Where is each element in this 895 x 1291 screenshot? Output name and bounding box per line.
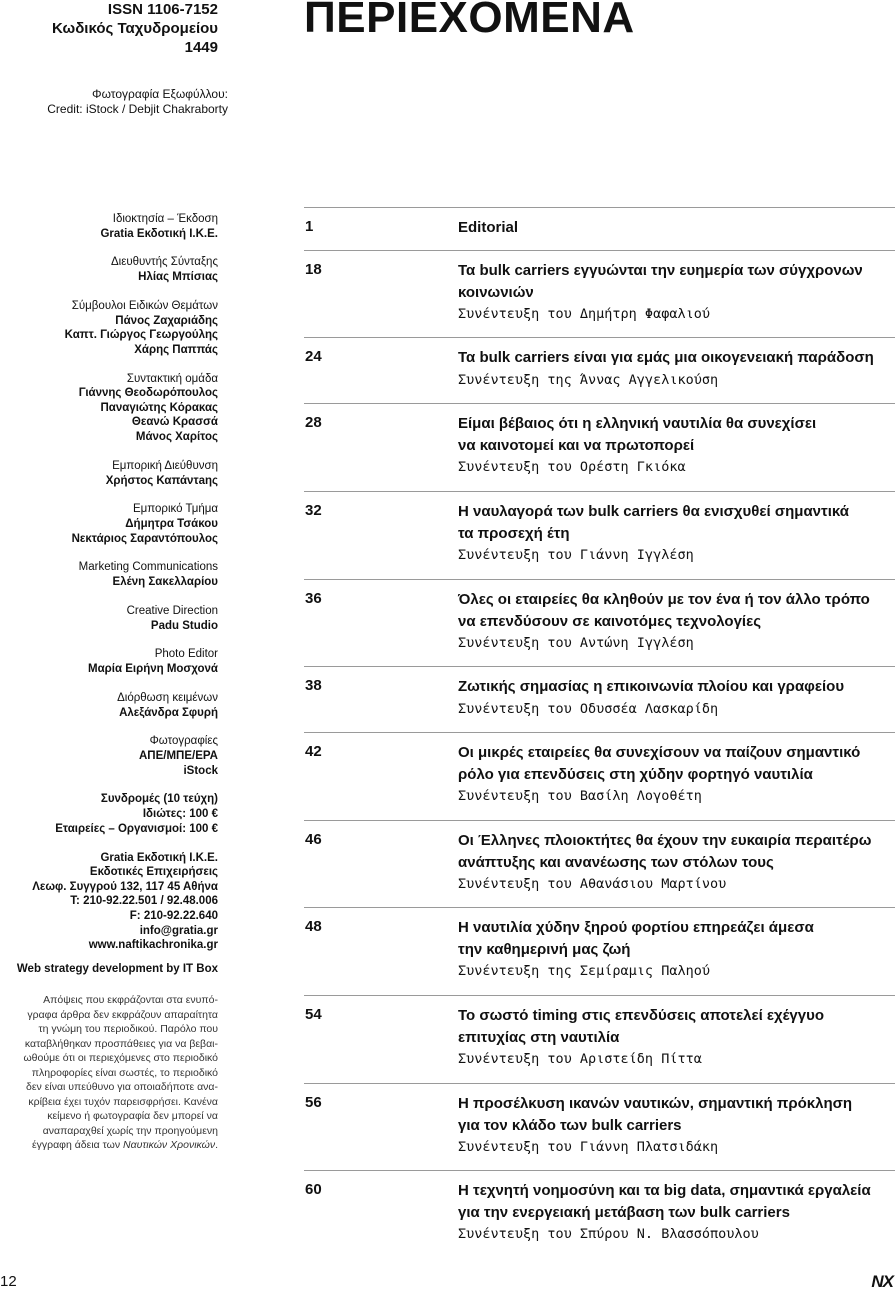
- toc-subtitle: Συνέντευξη του Αθανάσιου Μαρτίνου: [458, 876, 727, 892]
- disclaimer-line: κείμενο ή φωτογραφία δεν μπορεί να: [47, 1110, 218, 1122]
- masthead-label: Σύμβουλοι Ειδικών Θεμάτων: [71, 299, 218, 312]
- masthead-group: [0, 691, 218, 720]
- toc-entry[interactable]: [304, 732, 895, 820]
- toc-entry[interactable]: [304, 995, 895, 1083]
- masthead-value: Θεανώ Κρασσά: [131, 416, 218, 429]
- toc-title-line: Όλες οι εταιρείες θα κληθούν με τον ένα ή τον άλλο τρόπο: [458, 591, 870, 608]
- masthead-value: info@gratia.gr: [139, 924, 218, 937]
- toc-title-line: επιτυχίας στη ναυτιλία: [458, 1028, 620, 1046]
- toc-entry-body: [458, 404, 895, 478]
- toc-title-line: ρόλο για επενδύσεις στη χύδην φορτηγό ναυτιλία: [458, 765, 813, 783]
- masthead-value: Μαρία Ειρήνη Μοσχονά: [87, 663, 218, 676]
- masthead-group: [0, 560, 218, 589]
- toc-title: [458, 589, 895, 632]
- disclaimer: [0, 993, 218, 1153]
- masthead-group: [0, 502, 218, 546]
- postal-code-value: 1449: [184, 39, 218, 56]
- toc-title-line: για την ενεργειακή μετάβαση των bulk carriers: [458, 1203, 790, 1221]
- table-of-contents: [304, 207, 895, 1258]
- toc-subtitle: Συνέντευξη του Δημήτρη Φαφαλιού: [458, 306, 710, 322]
- toc-title: [458, 260, 895, 303]
- toc-entry[interactable]: [304, 1083, 895, 1170]
- masthead-value: Gratia Εκδοτική Ι.Κ.Ε.: [100, 851, 218, 864]
- cover-credit: [0, 87, 228, 117]
- toc-subtitle: Συνέντευξη του Γιάννη Ιγγλέση: [458, 547, 694, 563]
- toc-entry-body: [458, 492, 895, 566]
- disclaimer-text: .: [215, 1139, 218, 1151]
- toc-title-line: Η ναυτιλία χύδην ξηρού φορτίου επηρεάζει άμεσα: [458, 919, 814, 936]
- page-title: ΠΕΡΙΕΧΟΜΕΝΑ: [304, 0, 635, 42]
- masthead-value: Συνδρομές (10 τεύχη): [100, 793, 218, 806]
- toc-title: [458, 676, 895, 698]
- toc-entry[interactable]: [304, 337, 895, 403]
- disclaimer-line: καταβλήθηκαν προσπάθειες για να βεβαι-: [24, 1037, 218, 1050]
- toc-entry-body: [458, 821, 895, 895]
- toc-title: [458, 1180, 895, 1223]
- toc-title-line: Οι Έλληνες πλοιοκτήτες θα έχουν την ευκαιρία περαιτέρω: [458, 832, 872, 849]
- toc-title-line: να επενδύσουν σε καινοτόμες τεχνολογίες: [458, 612, 762, 630]
- toc-page-number: 1: [305, 218, 314, 235]
- toc-title: [458, 917, 895, 960]
- masthead-group: [0, 604, 218, 633]
- masthead-value: Ιδιώτες: 100 €: [142, 808, 218, 821]
- masthead-label: Διευθυντής Σύνταξης: [110, 256, 218, 269]
- disclaimer-line: πληροφορίες είναι σωστές, το περιοδικό: [31, 1066, 218, 1079]
- toc-title: [458, 742, 895, 785]
- toc-page-number: 24: [305, 348, 322, 365]
- toc-entry[interactable]: [304, 403, 895, 491]
- toc-entry-body: [458, 208, 895, 239]
- toc-title: [458, 347, 895, 369]
- disclaimer-text: έγγραφη άδεια των: [31, 1139, 124, 1151]
- toc-subtitle: Συνέντευξη του Γιάννη Πλατσιδάκη: [458, 1139, 719, 1155]
- toc-entry[interactable]: [304, 666, 895, 732]
- toc-subtitle: Συνέντευξη του Αντώνη Ιγγλέση: [458, 635, 694, 651]
- masthead-value: Εταιρείες – Οργανισμοί: 100 €: [55, 822, 218, 835]
- toc-title-line: Η ναυλαγορά των bulk carriers θα ενισχυθεί σημαντικά: [458, 503, 849, 520]
- toc-entry[interactable]: [304, 820, 895, 907]
- toc-title-line: Το σωστό timing στις επενδύσεις αποτελεί εχέγγυο: [458, 1007, 824, 1024]
- toc-title-line: ανάπτυξης και ανανέωσης των στόλων τους: [458, 853, 774, 871]
- masthead-value: www.naftikachronika.gr: [88, 939, 218, 952]
- toc-entry-body: [458, 996, 895, 1070]
- toc-page-number: 36: [305, 590, 322, 607]
- toc-page-number: 48: [305, 918, 322, 935]
- masthead-group: [0, 851, 218, 953]
- disclaimer-line: τη γνώμη του περιοδικού. Παρόλο που: [38, 1023, 218, 1035]
- masthead-value: Λεωφ. Συγγρού 132, 117 45 Αθήνα: [32, 880, 218, 893]
- masthead-value: Δήμητρα Τσάκου: [125, 517, 218, 530]
- toc-entry[interactable]: [304, 1170, 895, 1258]
- masthead-label: Διόρθωση κειμένων: [117, 691, 218, 704]
- masthead-value: Γιάννης Θεοδωρόπουλος: [78, 387, 218, 400]
- toc-title-line: Η προσέλκυση ικανών ναυτικών, σημαντική πρόκληση: [458, 1095, 853, 1112]
- toc-page-number: 56: [305, 1094, 322, 1111]
- masthead-label: Ιδιοκτησία – Έκδοση: [112, 213, 218, 225]
- disclaimer-line: γραφα άρθρα δεν εκφράζουν απαραίτητα: [27, 1008, 218, 1021]
- toc-subtitle: Συνέντευξη του Αριστείδη Πίττα: [458, 1051, 702, 1067]
- masthead-value: Τ: 210-92.22.501 / 92.48.006: [70, 895, 218, 908]
- toc-title-line: την καθημερινή μας ζωή: [458, 940, 631, 958]
- masthead-value: F: 210-92.22.640: [129, 909, 218, 922]
- cover-credit-value: Credit: iStock / Debjit Chakraborty: [47, 102, 228, 116]
- masthead-value: Ελένη Σακελλαρίου: [112, 576, 218, 589]
- issn-line: ISSN 1106-7152: [107, 1, 218, 18]
- toc-title-line: κοινωνιών: [458, 283, 534, 301]
- toc-entry[interactable]: [304, 907, 895, 995]
- masthead-label: Creative Direction: [126, 604, 218, 617]
- toc-title: [458, 830, 895, 873]
- masthead-label: Εμπορικό Τμήμα: [132, 503, 218, 516]
- masthead-value: iStock: [183, 764, 218, 777]
- toc-title: [458, 501, 895, 544]
- web-strategy-credit: Web strategy development by IT Box: [16, 963, 218, 975]
- masthead-group: [0, 792, 218, 836]
- toc-entry[interactable]: [304, 579, 895, 666]
- toc-title-line: Editorial: [458, 219, 519, 236]
- toc-entry-body: [458, 1171, 895, 1245]
- toc-page-number: 42: [305, 743, 322, 760]
- cover-credit-label: Φωτογραφία Εξωφύλλου:: [92, 87, 228, 101]
- toc-subtitle: Συνέντευξη της Σεμίραμις Παληού: [458, 963, 710, 979]
- toc-subtitle: Συνέντευξη του Βασίλη Λογοθέτη: [458, 788, 702, 804]
- disclaimer-line: ωθούμε ότι οι περιεχόμενες στο περιοδικό: [23, 1052, 218, 1064]
- toc-title: [458, 413, 895, 456]
- toc-page-number: 32: [305, 502, 322, 519]
- toc-subtitle: Συνέντευξη του Ορέστη Γκιόκα: [458, 459, 686, 475]
- toc-page-number: 18: [305, 261, 322, 278]
- masthead-label: Συντακτική ομάδα: [126, 372, 218, 385]
- disclaimer-line: αναπαραχθεί χωρίς την προηγούμενη: [42, 1124, 218, 1137]
- toc-title-line: Ζωτικής σημασίας η επικοινωνία πλοίου και γραφείου: [458, 678, 845, 695]
- toc-entry-body: [458, 251, 895, 325]
- nx-logo: NX: [871, 1272, 893, 1291]
- toc-title: [458, 1005, 895, 1048]
- masthead-value: Εκδοτικές Επιχειρήσεις: [89, 866, 218, 879]
- masthead-label: Εμπορική Διεύθυνση: [112, 459, 218, 472]
- masthead-group: [0, 212, 218, 241]
- toc-page-number: 60: [305, 1181, 322, 1198]
- masthead-group: [0, 459, 218, 488]
- masthead-value: Padu Studio: [150, 619, 218, 632]
- toc-page-number: 54: [305, 1006, 322, 1023]
- masthead-value: Πάνος Ζαχαριάδης: [115, 314, 218, 327]
- toc-subtitle: Συνέντευξη του Οδυσσέα Λασκαρίδη: [458, 700, 719, 717]
- masthead-value: Καπτ. Γιώργος Γεωργούλης: [64, 329, 218, 342]
- disclaimer-line: κρίβεια έχει τυχόν παρεισφρήσει. Κανένα: [28, 1095, 218, 1108]
- toc-subtitle: Συνέντευξη του Σπύρου Ν. Βλασσόπουλου: [458, 1226, 759, 1242]
- magazine-name: Ναυτικών Χρονικών: [123, 1139, 216, 1151]
- issn-block: [0, 0, 218, 57]
- toc-entry-body: [458, 733, 895, 807]
- masthead-label: Photo Editor: [154, 648, 218, 661]
- masthead-label: Φωτογραφίες: [149, 735, 218, 748]
- masthead-value: Μάνος Χαρίτος: [135, 431, 218, 444]
- toc-entry[interactable]: [304, 250, 895, 337]
- toc-title-line: τα προσεχή έτη: [458, 524, 570, 542]
- toc-title: [458, 1093, 895, 1136]
- disclaimer-line: Απόψεις που εκφράζονται στα ενυπό-: [43, 994, 218, 1006]
- disclaimer-line: δεν είναι υπεύθυνο για οποιαδήποτε ανα-: [26, 1081, 218, 1093]
- toc-title-line: Τα bulk carriers εγγυώνται την ευημερία των σύγχρονων: [458, 262, 863, 279]
- masthead-value: Αλεξάνδρα Σφυρή: [119, 706, 218, 719]
- toc-entry-body: [458, 580, 895, 654]
- toc-title-line: Η τεχνητή νοημοσύνη και τα big data, σημαντικά εργαλεία: [458, 1182, 871, 1199]
- toc-entry-body: [458, 1084, 895, 1158]
- masthead-group: [0, 372, 218, 445]
- toc-entry-body: [458, 667, 895, 720]
- masthead-value: Ηλίας Μπίσιας: [138, 271, 218, 284]
- postal-code-label: Κωδικός Ταχυδρομείου: [52, 20, 218, 37]
- masthead-group: [0, 734, 218, 778]
- disclaimer-line: [0, 1138, 218, 1153]
- toc-page-number: 46: [305, 831, 322, 848]
- toc-entry-body: [458, 908, 895, 982]
- toc-page-number: 28: [305, 414, 322, 431]
- masthead-value: Χάρης Παππάς: [134, 343, 218, 356]
- masthead-value: Gratia Εκδοτική Ι.Κ.Ε.: [100, 227, 218, 240]
- toc-title-line: να καινοτομεί και να πρωτοπορεί: [458, 436, 695, 454]
- toc-entry-body: [458, 338, 895, 391]
- masthead-value: Χρήστος Καπάντaης: [105, 474, 218, 487]
- toc-subtitle: Συνέντευξη της Άννας Αγγελικούση: [458, 371, 719, 388]
- toc-title-line: Οι μικρές εταιρείες θα συνεχίσουν να παίζουν σημαντικό: [458, 744, 861, 761]
- masthead-value: Νεκτάριος Σαραντόπουλος: [71, 532, 218, 545]
- masthead-group: [0, 255, 218, 284]
- toc-title-line: Τα bulk carriers είναι για εμάς μια οικογενειακή παράδοση: [458, 349, 874, 366]
- masthead-value: Παναγιώτης Κόρακας: [100, 401, 218, 414]
- masthead-group: [0, 647, 218, 676]
- toc-title-line: Είμαι βέβαιος ότι η ελληνική ναυτιλία θα συνεχίσει: [458, 415, 817, 432]
- toc-title-line: για τον κλάδο των bulk carriers: [458, 1116, 682, 1134]
- masthead-value: ΑΠΕ/ΜΠΕ/EPA: [138, 750, 218, 762]
- toc-entry[interactable]: [304, 207, 895, 250]
- masthead-label: Marketing Communications: [78, 561, 218, 574]
- masthead: [0, 212, 218, 967]
- toc-entry[interactable]: [304, 491, 895, 579]
- masthead-group: [0, 299, 218, 357]
- toc-page-number: 38: [305, 677, 322, 694]
- page-number: 12: [0, 1273, 17, 1290]
- toc-title: [458, 217, 895, 239]
